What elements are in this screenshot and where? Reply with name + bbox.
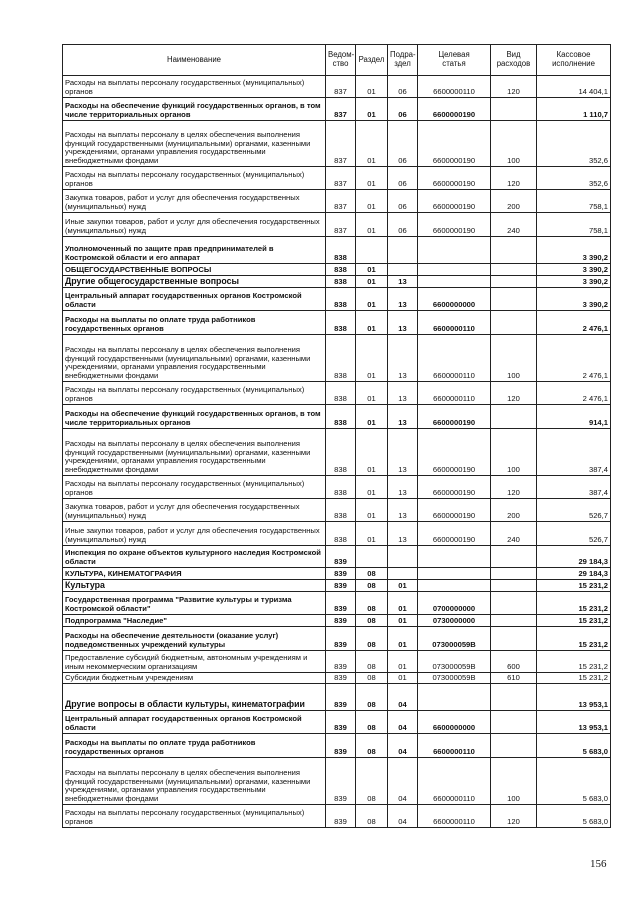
table-row [63, 382, 611, 405]
cell-cash-execution: 1 110,7 [537, 98, 611, 121]
cell-cash-execution: 13 953,1 [537, 711, 611, 734]
cell-expense-type: 120 [491, 167, 537, 190]
cell-name: Расходы на выплаты персоналу государственных (муниципальных) органов [63, 476, 326, 499]
cell-target-article: 6600000190 [418, 190, 491, 213]
cell-cash-execution: 5 683,0 [537, 805, 611, 828]
cell-department: 839 [326, 651, 356, 673]
cell-target-article: 6600000000 [418, 288, 491, 311]
table-row [63, 592, 611, 615]
cell-subsection: 06 [388, 98, 418, 121]
cell-cash-execution: 3 390,2 [537, 276, 611, 288]
cell-subsection [388, 568, 418, 580]
table-row [63, 522, 611, 546]
cell-expense-type [491, 615, 537, 627]
cell-department: 837 [326, 190, 356, 213]
cell-cash-execution: 3 390,2 [537, 237, 611, 264]
cell-expense-type: 100 [491, 335, 537, 382]
cell-section [356, 546, 388, 568]
header-expense-type: Вид расходов [491, 45, 537, 76]
cell-subsection: 06 [388, 190, 418, 213]
cell-target-article: 073000059В [418, 627, 491, 651]
cell-section: 08 [356, 684, 388, 711]
cell-target-article [418, 264, 491, 276]
header-name: Наименование [63, 45, 326, 76]
table-row [63, 276, 611, 288]
cell-subsection: 13 [388, 382, 418, 405]
cell-expense-type [491, 568, 537, 580]
cell-section: 01 [356, 276, 388, 288]
table-row [63, 651, 611, 673]
cell-subsection: 01 [388, 580, 418, 592]
cell-expense-type [491, 627, 537, 651]
cell-section: 01 [356, 429, 388, 476]
cell-subsection: 04 [388, 684, 418, 711]
cell-expense-type [491, 311, 537, 335]
cell-section: 08 [356, 568, 388, 580]
cell-name: Другие общегосударственные вопросы [63, 276, 326, 288]
cell-name: Расходы на выплаты персоналу в целях обеспечения выполнения функций государственными (муниципальными) органами, казенными учреждениями, органами управления государственными внебюджетными фондами [63, 758, 326, 805]
cell-cash-execution: 15 231,2 [537, 615, 611, 627]
cell-department: 839 [326, 546, 356, 568]
cell-expense-type: 120 [491, 805, 537, 828]
cell-subsection: 04 [388, 805, 418, 828]
cell-target-article [418, 546, 491, 568]
table-row [63, 237, 611, 264]
cell-department: 838 [326, 499, 356, 522]
cell-section: 01 [356, 213, 388, 237]
cell-target-article [418, 237, 491, 264]
cell-name: Инспекция по охране объектов культурного наследия Костромской области [63, 546, 326, 568]
cell-expense-type: 240 [491, 522, 537, 546]
cell-subsection [388, 237, 418, 264]
cell-subsection: 13 [388, 335, 418, 382]
cell-section [356, 237, 388, 264]
cell-name: Расходы на обеспечение деятельности (оказание услуг) подведомственных учреждений культуры [63, 627, 326, 651]
cell-name: Предоставление субсидий бюджетным, автономным учреждениям и иным некоммерческим организациям [63, 651, 326, 673]
cell-department: 837 [326, 98, 356, 121]
cell-target-article: 6600000000 [418, 711, 491, 734]
table-row [63, 190, 611, 213]
cell-department: 838 [326, 405, 356, 429]
cell-target-article: 6600000190 [418, 405, 491, 429]
cell-cash-execution: 758,1 [537, 190, 611, 213]
cell-name: Расходы на выплаты персоналу государственных (муниципальных) органов [63, 167, 326, 190]
cell-name: Расходы на выплаты персоналу в целях обеспечения выполнения функций государственными (муниципальными) органами, казенными учреждениями, органами управления государственными внебюджетными фондами [63, 429, 326, 476]
cell-name: Другие вопросы в области культуры, кинематографии [63, 684, 326, 711]
cell-cash-execution: 14 404,1 [537, 76, 611, 98]
cell-expense-type [491, 264, 537, 276]
cell-cash-execution: 13 953,1 [537, 684, 611, 711]
table-row [63, 429, 611, 476]
cell-subsection: 06 [388, 76, 418, 98]
cell-target-article: 6600000190 [418, 213, 491, 237]
table-row [63, 213, 611, 237]
cell-name: КУЛЬТУРА, КИНЕМАТОГРАФИЯ [63, 568, 326, 580]
cell-cash-execution: 914,1 [537, 405, 611, 429]
cell-section: 01 [356, 76, 388, 98]
table-row [63, 805, 611, 828]
cell-expense-type: 100 [491, 758, 537, 805]
cell-subsection [388, 546, 418, 568]
table-row [63, 499, 611, 522]
cell-expense-type [491, 405, 537, 429]
table-row [63, 580, 611, 592]
cell-name: Расходы на выплаты персоналу в целях обеспечения выполнения функций государственными (муниципальными) органами, казенными учреждениями, органами управления государственными внебюджетными фондами [63, 335, 326, 382]
cell-target-article [418, 684, 491, 711]
cell-department: 838 [326, 429, 356, 476]
cell-target-article: 073000059В [418, 673, 491, 684]
cell-name: Расходы на выплаты персоналу в целях обеспечения выполнения функций государственными (муниципальными) органами, казенными учреждениями, органами управления государственными внебюджетными фондами [63, 121, 326, 167]
page-number: 156 [590, 858, 607, 870]
cell-section: 01 [356, 335, 388, 382]
table-row [63, 167, 611, 190]
cell-department: 837 [326, 121, 356, 167]
cell-department: 839 [326, 805, 356, 828]
header-section: Раздел [356, 45, 388, 76]
cell-target-article: 6600000190 [418, 121, 491, 167]
cell-section: 01 [356, 264, 388, 276]
cell-subsection: 13 [388, 288, 418, 311]
cell-name: Закупка товаров, работ и услуг для обеспечения государственных (муниципальных) нужд [63, 499, 326, 522]
cell-name: Расходы на выплаты персоналу государственных (муниципальных) органов [63, 76, 326, 98]
cell-cash-execution: 2 476,1 [537, 311, 611, 335]
cell-department: 838 [326, 522, 356, 546]
cell-section: 01 [356, 522, 388, 546]
cell-expense-type [491, 237, 537, 264]
cell-subsection: 01 [388, 651, 418, 673]
cell-expense-type: 100 [491, 429, 537, 476]
cell-expense-type [491, 580, 537, 592]
cell-section: 01 [356, 311, 388, 335]
cell-section: 01 [356, 288, 388, 311]
table-row [63, 734, 611, 758]
cell-department: 839 [326, 711, 356, 734]
cell-section: 01 [356, 499, 388, 522]
cell-cash-execution: 15 231,2 [537, 673, 611, 684]
table-row [63, 711, 611, 734]
cell-expense-type: 120 [491, 476, 537, 499]
cell-section: 08 [356, 673, 388, 684]
cell-cash-execution: 5 683,0 [537, 734, 611, 758]
cell-subsection: 01 [388, 592, 418, 615]
cell-expense-type: 200 [491, 190, 537, 213]
cell-department: 839 [326, 580, 356, 592]
cell-subsection: 06 [388, 167, 418, 190]
cell-section: 08 [356, 615, 388, 627]
cell-department: 838 [326, 382, 356, 405]
budget-table [62, 44, 611, 828]
cell-section: 08 [356, 651, 388, 673]
cell-subsection: 01 [388, 673, 418, 684]
cell-expense-type: 610 [491, 673, 537, 684]
cell-expense-type [491, 276, 537, 288]
table-row [63, 546, 611, 568]
cell-subsection: 13 [388, 405, 418, 429]
cell-department: 838 [326, 288, 356, 311]
cell-section: 08 [356, 592, 388, 615]
cell-name: Расходы на выплаты по оплате труда работников государственных органов [63, 311, 326, 335]
cell-target-article: 6600000190 [418, 522, 491, 546]
cell-department: 839 [326, 758, 356, 805]
cell-section: 01 [356, 190, 388, 213]
cell-department: 838 [326, 476, 356, 499]
cell-subsection: 13 [388, 522, 418, 546]
cell-subsection: 06 [388, 121, 418, 167]
cell-name: Культура [63, 580, 326, 592]
table-row [63, 615, 611, 627]
cell-section: 08 [356, 711, 388, 734]
cell-cash-execution: 5 683,0 [537, 758, 611, 805]
cell-department: 839 [326, 615, 356, 627]
cell-subsection: 04 [388, 758, 418, 805]
cell-subsection: 06 [388, 213, 418, 237]
cell-name: ОБЩЕГОСУДАРСТВЕННЫЕ ВОПРОСЫ [63, 264, 326, 276]
table-row [63, 121, 611, 167]
cell-subsection: 13 [388, 311, 418, 335]
cell-name: Расходы на обеспечение функций государственных органов, в том числе территориальных органов [63, 98, 326, 121]
cell-section: 01 [356, 121, 388, 167]
cell-expense-type [491, 711, 537, 734]
cell-cash-execution: 526,7 [537, 522, 611, 546]
table-row [63, 758, 611, 805]
cell-cash-execution: 15 231,2 [537, 592, 611, 615]
header-department: Ведом- ство [326, 45, 356, 76]
table-row [63, 405, 611, 429]
cell-subsection: 01 [388, 627, 418, 651]
cell-target-article: 6600000110 [418, 382, 491, 405]
cell-target-article: 0730000000 [418, 615, 491, 627]
cell-expense-type: 200 [491, 499, 537, 522]
cell-target-article: 6600000190 [418, 167, 491, 190]
cell-department: 838 [326, 276, 356, 288]
cell-department: 837 [326, 167, 356, 190]
cell-cash-execution: 29 184,3 [537, 568, 611, 580]
cell-department: 838 [326, 264, 356, 276]
cell-expense-type [491, 288, 537, 311]
cell-section: 08 [356, 627, 388, 651]
cell-department: 839 [326, 568, 356, 580]
table-row [63, 568, 611, 580]
header-cash-execution: Кассовое исполнение [537, 45, 611, 76]
cell-expense-type [491, 98, 537, 121]
cell-target-article [418, 580, 491, 592]
table-row [63, 335, 611, 382]
cell-name: Расходы на обеспечение функций государственных органов, в том числе территориальных органов [63, 405, 326, 429]
cell-target-article: 6600000190 [418, 429, 491, 476]
cell-cash-execution: 3 390,2 [537, 288, 611, 311]
cell-department: 839 [326, 627, 356, 651]
cell-department: 839 [326, 684, 356, 711]
cell-name: Центральный аппарат государственных органов Костромской области [63, 288, 326, 311]
cell-section: 01 [356, 405, 388, 429]
cell-section: 08 [356, 580, 388, 592]
cell-department: 839 [326, 592, 356, 615]
cell-subsection: 01 [388, 615, 418, 627]
cell-expense-type [491, 546, 537, 568]
cell-section: 08 [356, 734, 388, 758]
cell-target-article: 0700000000 [418, 592, 491, 615]
cell-expense-type: 120 [491, 382, 537, 405]
cell-cash-execution: 3 390,2 [537, 264, 611, 276]
cell-cash-execution: 15 231,2 [537, 580, 611, 592]
cell-target-article: 6600000110 [418, 734, 491, 758]
cell-name: Уполномоченный по защите прав предпринимателей в Костромской области и его аппарат [63, 237, 326, 264]
cell-subsection: 13 [388, 429, 418, 476]
cell-department: 838 [326, 311, 356, 335]
table-row [63, 673, 611, 684]
cell-subsection: 04 [388, 711, 418, 734]
cell-department: 839 [326, 673, 356, 684]
cell-target-article: 6600000190 [418, 499, 491, 522]
table-row [63, 264, 611, 276]
cell-cash-execution: 352,6 [537, 167, 611, 190]
cell-cash-execution: 758,1 [537, 213, 611, 237]
table-row [63, 627, 611, 651]
cell-name: Государственная программа "Развитие культуры и туризма Костромской области" [63, 592, 326, 615]
cell-name: Закупка товаров, работ и услуг для обеспечения государственных (муниципальных) нужд [63, 190, 326, 213]
table-row [63, 684, 611, 711]
cell-name: Иные закупки товаров, работ и услуг для обеспечения государственных (муниципальных) нужд [63, 522, 326, 546]
cell-cash-execution: 387,4 [537, 429, 611, 476]
cell-name: Расходы на выплаты персоналу государственных (муниципальных) органов [63, 805, 326, 828]
cell-expense-type: 600 [491, 651, 537, 673]
cell-section: 01 [356, 98, 388, 121]
cell-target-article [418, 568, 491, 580]
cell-target-article: 6600000190 [418, 476, 491, 499]
cell-section: 08 [356, 758, 388, 805]
cell-cash-execution: 526,7 [537, 499, 611, 522]
cell-name: Подпрограмма "Наследие" [63, 615, 326, 627]
cell-cash-execution: 29 184,3 [537, 546, 611, 568]
cell-name: Центральный аппарат государственных органов Костромской области [63, 711, 326, 734]
cell-cash-execution: 352,6 [537, 121, 611, 167]
table-body [63, 76, 611, 828]
cell-name: Иные закупки товаров, работ и услуг для обеспечения государственных (муниципальных) нужд [63, 213, 326, 237]
cell-name: Расходы на выплаты персоналу государственных (муниципальных) органов [63, 382, 326, 405]
cell-department: 837 [326, 76, 356, 98]
cell-target-article: 6600000110 [418, 758, 491, 805]
cell-expense-type [491, 734, 537, 758]
cell-cash-execution: 387,4 [537, 476, 611, 499]
cell-section: 01 [356, 167, 388, 190]
cell-expense-type: 100 [491, 121, 537, 167]
cell-subsection: 04 [388, 734, 418, 758]
table-row [63, 288, 611, 311]
cell-cash-execution: 15 231,2 [537, 651, 611, 673]
cell-section: 01 [356, 382, 388, 405]
cell-department: 838 [326, 335, 356, 382]
cell-name: Субсидии бюджетным учреждениям [63, 673, 326, 684]
header-subsection: Подра- здел [388, 45, 418, 76]
cell-section: 01 [356, 476, 388, 499]
cell-department: 839 [326, 734, 356, 758]
cell-expense-type [491, 592, 537, 615]
cell-cash-execution: 2 476,1 [537, 382, 611, 405]
cell-subsection [388, 264, 418, 276]
cell-target-article: 6600000110 [418, 76, 491, 98]
cell-section: 08 [356, 805, 388, 828]
cell-cash-execution: 2 476,1 [537, 335, 611, 382]
table-header-row [63, 45, 611, 76]
cell-subsection: 13 [388, 499, 418, 522]
table-row [63, 311, 611, 335]
cell-department: 838 [326, 237, 356, 264]
cell-subsection: 13 [388, 476, 418, 499]
cell-expense-type [491, 684, 537, 711]
cell-department: 837 [326, 213, 356, 237]
header-target-article: Целевая статья [418, 45, 491, 76]
cell-target-article: 073000059В [418, 651, 491, 673]
cell-target-article: 6600000110 [418, 805, 491, 828]
cell-target-article [418, 276, 491, 288]
cell-cash-execution: 15 231,2 [537, 627, 611, 651]
cell-expense-type: 240 [491, 213, 537, 237]
cell-target-article: 6600000110 [418, 335, 491, 382]
table-row [63, 76, 611, 98]
cell-target-article: 6600000190 [418, 98, 491, 121]
cell-expense-type: 120 [491, 76, 537, 98]
cell-target-article: 6600000110 [418, 311, 491, 335]
table-row [63, 98, 611, 121]
table-row [63, 476, 611, 499]
cell-name: Расходы на выплаты по оплате труда работников государственных органов [63, 734, 326, 758]
cell-subsection: 13 [388, 276, 418, 288]
